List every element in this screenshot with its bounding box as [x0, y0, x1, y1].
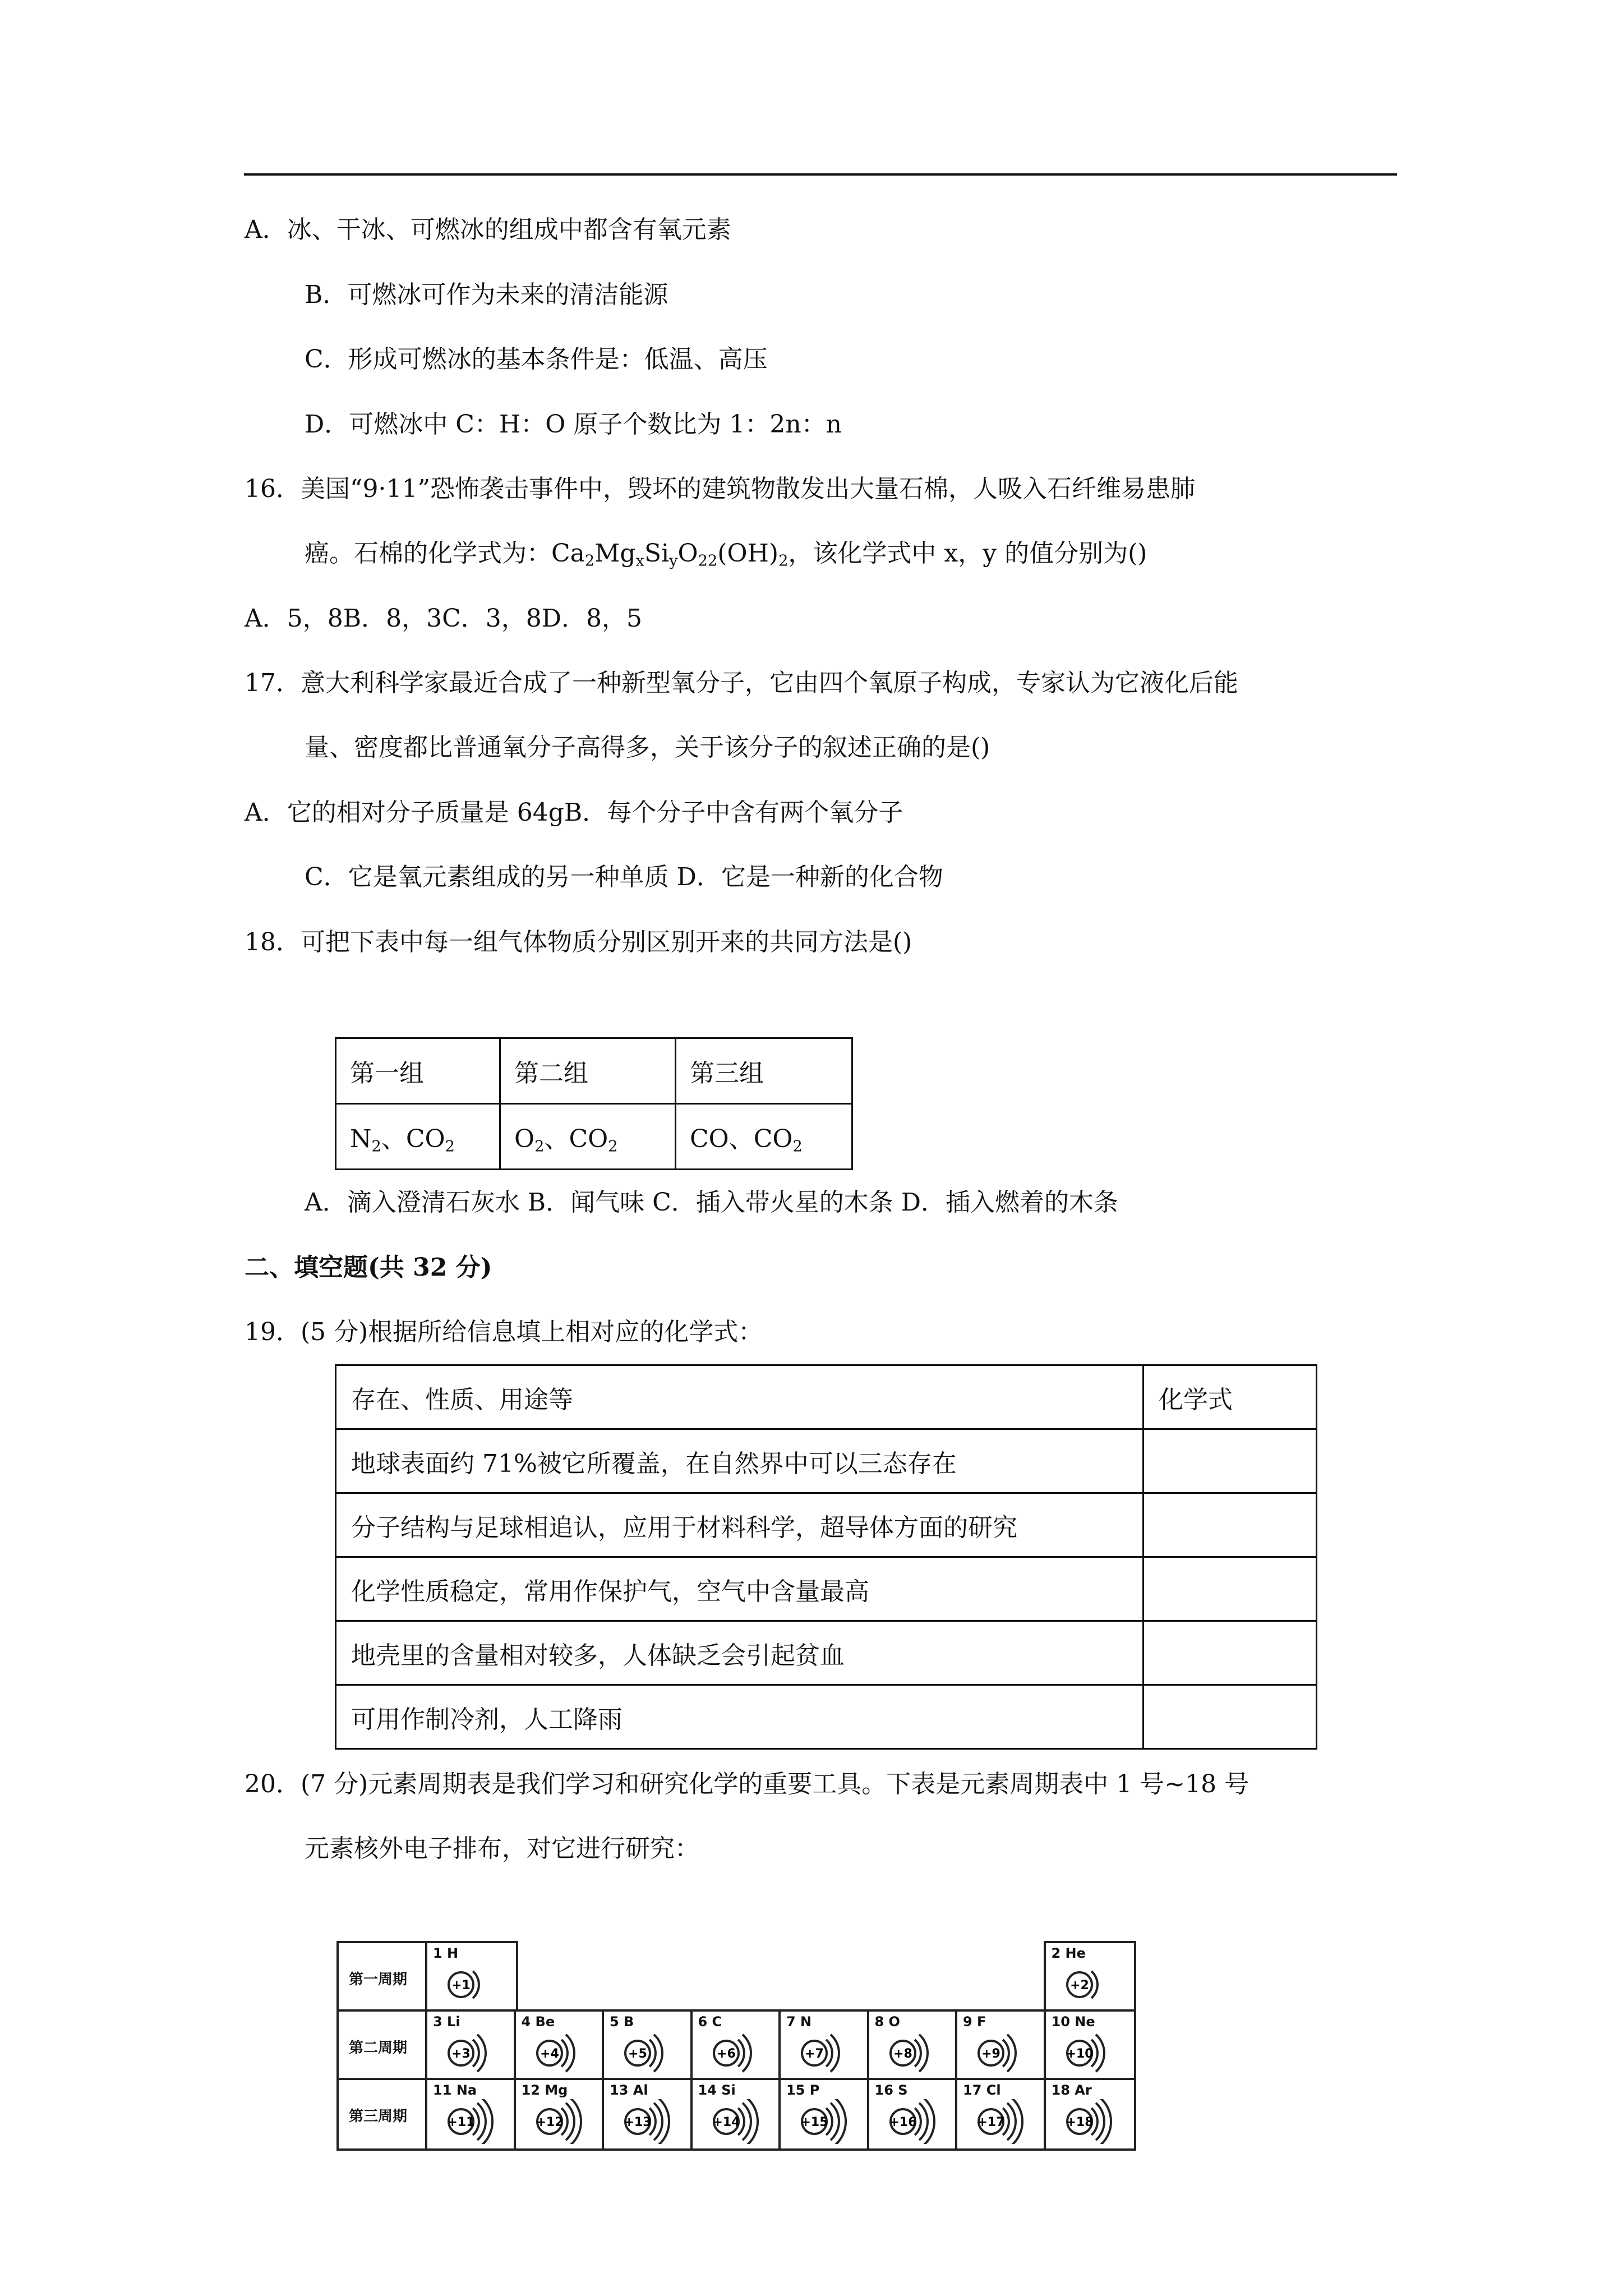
- electron-shell-arc: [482, 2099, 492, 2144]
- q17-options-ab: A．它的相对分子质量是 64gB．每个分子中含有两个氧分子: [245, 798, 903, 827]
- atom-structure-diagram: [440, 2099, 507, 2144]
- period-label-cell: [336, 2009, 430, 2082]
- q15-option-a: A．冰、干冰、可燃冰的组成中都含有氧元素: [245, 215, 731, 244]
- atom-structure-diagram: [1058, 1962, 1126, 2007]
- period-label: 第二周期: [349, 2040, 408, 2056]
- atom-structure-diagram: [440, 1962, 507, 2007]
- atom-structure-diagram: [528, 2031, 596, 2076]
- q19-header-left: 存在、性质、用途等: [336, 1365, 1144, 1429]
- q15-option-b: B．可燃冰可作为未来的清洁能源: [305, 280, 668, 309]
- element-symbol: 14 Si: [698, 2082, 736, 2098]
- nucleus-charge: +5: [628, 2047, 647, 2061]
- q19-header-right: 化学式: [1144, 1365, 1317, 1429]
- atom-structure-diagram: [1058, 2099, 1126, 2144]
- element-cell: [1044, 2009, 1137, 2082]
- nucleus-charge: +8: [893, 2047, 912, 2061]
- section2-title: 二、填空题(共 32 分): [245, 1253, 492, 1282]
- nucleus-charge: +4: [540, 2047, 559, 2061]
- element-cell: [778, 2009, 872, 2082]
- period-label: 第一周期: [349, 1971, 408, 1988]
- element-symbol: 8 O: [874, 2014, 900, 2030]
- element-cell: [955, 2009, 1048, 2082]
- atom-structure-diagram: [705, 2099, 772, 2144]
- period-label-cell: [336, 2078, 430, 2151]
- atom-structure-diagram: [528, 2099, 596, 2144]
- element-cell: [425, 2009, 518, 2082]
- q19-row-2-desc: 分子结构与足球相追认，应用于材料科学，超导体方面的研究: [336, 1493, 1144, 1557]
- element-symbol: 6 C: [698, 2014, 722, 2030]
- element-symbol: 17 Cl: [963, 2082, 1001, 2098]
- period-label: 第三周期: [349, 2108, 408, 2125]
- atom-structure-diagram: [970, 2099, 1037, 2144]
- q19-row-5-desc: 可用作制冷剂，人工降雨: [336, 1685, 1144, 1749]
- element-cell: [690, 2009, 783, 2082]
- atom-structure-diagram: [616, 2031, 684, 2076]
- atom-structure-diagram: [705, 2031, 772, 2076]
- nucleus-charge: +3: [451, 2047, 471, 2061]
- q19-row-3-desc: 化学性质稳定，常用作保护气，空气中含量最高: [336, 1557, 1144, 1621]
- q18-stem: 18．可把下表中每一组气体物质分别区别开来的共同方法是(): [245, 928, 912, 956]
- nucleus-charge: +12: [535, 2115, 564, 2129]
- q18-header-group2: 第二组: [500, 1038, 676, 1104]
- q19-row-1-desc: 地球表面约 71%被它所覆盖，在自然界中可以三态存在: [336, 1429, 1144, 1493]
- element-cell: [778, 2078, 872, 2151]
- element-cell: [514, 2009, 607, 2082]
- element-cell: [1044, 2078, 1137, 2151]
- asbestos-formula: $Ca_2Mg_xSi_yO_{22}(OH)_2$: [551, 539, 789, 570]
- nucleus-charge: +18: [1065, 2115, 1094, 2129]
- atom-structure-diagram: [882, 2099, 949, 2144]
- atom-structure-diagram: [616, 2099, 684, 2144]
- nucleus-charge: +13: [624, 2115, 652, 2129]
- element-symbol: 7 N: [786, 2014, 812, 2030]
- element-symbol: 12 Mg: [521, 2082, 568, 2098]
- q16-stem-line1: 16．美国“9·11”恐怖袭击事件中，毁坏的建筑物散发出大量石棉，人吸入石纤维易患肺: [245, 475, 1195, 503]
- element-symbol: 15 P: [786, 2082, 820, 2098]
- element-symbol: 2 He: [1051, 1945, 1086, 1961]
- element-cell: [955, 2078, 1048, 2151]
- q20-stem-line1: 20．(7 分)元素周期表是我们学习和研究化学的重要工具。下表是元素周期表中 1 号~18 号: [245, 1770, 1249, 1798]
- nucleus-charge: +2: [1069, 1978, 1089, 1993]
- element-symbol: 1 H: [433, 1945, 459, 1961]
- electron-shell-arc: [1012, 2099, 1022, 2144]
- periodic-table-figure: [336, 1936, 1133, 2147]
- nucleus-charge: +16: [888, 2115, 917, 2129]
- q17-stem-line2: 量、密度都比普通氧分子高得多，关于该分子的叙述正确的是(): [305, 733, 990, 762]
- q18-header-group3: 第三组: [676, 1038, 852, 1104]
- q18-cell-group2: $O_2$、$CO_2$: [500, 1104, 676, 1170]
- atom-structure-diagram: [882, 2031, 949, 2076]
- header-rule: [244, 173, 1397, 176]
- atom-structure-diagram: [440, 2031, 507, 2076]
- q18-header-group1: 第一组: [336, 1038, 500, 1104]
- q18-gas-table: [335, 1037, 853, 1170]
- period-label-cell: [336, 1941, 430, 2014]
- q15-option-c: C．形成可燃冰的基本条件是：低温、高压: [305, 345, 768, 374]
- element-cell: [1044, 1941, 1137, 2014]
- nucleus-charge: +7: [805, 2047, 824, 2061]
- nucleus-charge: +11: [447, 2115, 475, 2129]
- q18-options: A．滴入澄清石灰水 B．闻气味 C．插入带火星的木条 D．插入燃着的木条: [305, 1188, 1119, 1217]
- element-symbol: 18 Ar: [1051, 2082, 1092, 2098]
- electron-shell-arc: [924, 2099, 934, 2144]
- q19-row-4-answer: [1144, 1621, 1317, 1685]
- electron-shell-arc: [658, 2099, 669, 2144]
- q19-row-4-desc: 地壳里的含量相对较多，人体缺乏会引起贫血: [336, 1621, 1144, 1685]
- element-cell: [514, 2078, 607, 2151]
- nucleus-charge: +14: [712, 2115, 740, 2129]
- electron-shell-arc: [570, 2099, 581, 2144]
- q18-cell-group3: CO、$CO_2$: [676, 1104, 852, 1170]
- element-cell: [602, 2009, 695, 2082]
- nucleus-charge: +9: [981, 2047, 1000, 2061]
- nucleus-charge: +15: [800, 2115, 828, 2129]
- electron-shell-arc: [835, 2099, 846, 2144]
- nucleus-charge: +6: [716, 2047, 736, 2061]
- q15-option-d: D．可燃冰中 C：H：O 原子个数比为 1：2n：n: [305, 410, 842, 439]
- q19-fill-table: [335, 1364, 1317, 1750]
- q20-stem-line2: 元素核外电子排布，对它进行研究：: [305, 1834, 699, 1863]
- element-cell: [867, 2078, 960, 2151]
- q17-stem-line1: 17．意大利科学家最近合成了一种新型氧分子，它由四个氧原子构成，专家认为它液化后能: [245, 669, 1238, 697]
- q19-stem: 19．(5 分)根据所给信息填上相对应的化学式：: [245, 1318, 763, 1346]
- q19-row-3-answer: [1144, 1557, 1317, 1621]
- element-symbol: 11 Na: [433, 2082, 477, 2098]
- element-symbol: 3 Li: [433, 2014, 460, 2030]
- q19-row-1-answer: [1144, 1429, 1317, 1493]
- element-symbol: 5 B: [610, 2014, 634, 2030]
- q19-row-2-answer: [1144, 1493, 1317, 1557]
- element-cell: [425, 2078, 518, 2151]
- q16-stem-line2: 癌。石棉的化学式为：$Ca_2Mg_xSi_yO_{22}(OH)_2$，该化学式中 x，y 的值分别为(): [305, 539, 1147, 570]
- nucleus-charge: +17: [977, 2115, 1005, 2129]
- nucleus-charge: +10: [1065, 2047, 1094, 2061]
- electron-shell-arc: [1100, 2099, 1111, 2144]
- element-cell: [602, 2078, 695, 2151]
- atom-structure-diagram: [970, 2031, 1037, 2076]
- element-symbol: 4 Be: [521, 2014, 555, 2030]
- element-symbol: 13 Al: [610, 2082, 648, 2098]
- element-symbol: 16 S: [874, 2082, 908, 2098]
- element-symbol: 10 Ne: [1051, 2014, 1095, 2030]
- element-cell: [867, 2009, 960, 2082]
- element-symbol: 9 F: [963, 2014, 986, 2030]
- element-cell: [690, 2078, 783, 2151]
- atom-structure-diagram: [793, 2031, 860, 2076]
- atom-structure-diagram: [793, 2099, 860, 2144]
- atom-structure-diagram: [1058, 2031, 1126, 2076]
- q19-row-5-answer: [1144, 1685, 1317, 1749]
- electron-shell-arc: [747, 2099, 758, 2144]
- element-cell: [425, 1941, 518, 2014]
- q16-options: A．5，8B．8，3C．3，8D．8，5: [245, 604, 643, 633]
- q18-cell-group1: $N_2$、$CO_2$: [336, 1104, 500, 1170]
- q17-options-cd: C．它是氧元素组成的另一种单质 D．它是一种新的化合物: [305, 863, 943, 891]
- nucleus-charge: +1: [451, 1978, 471, 1993]
